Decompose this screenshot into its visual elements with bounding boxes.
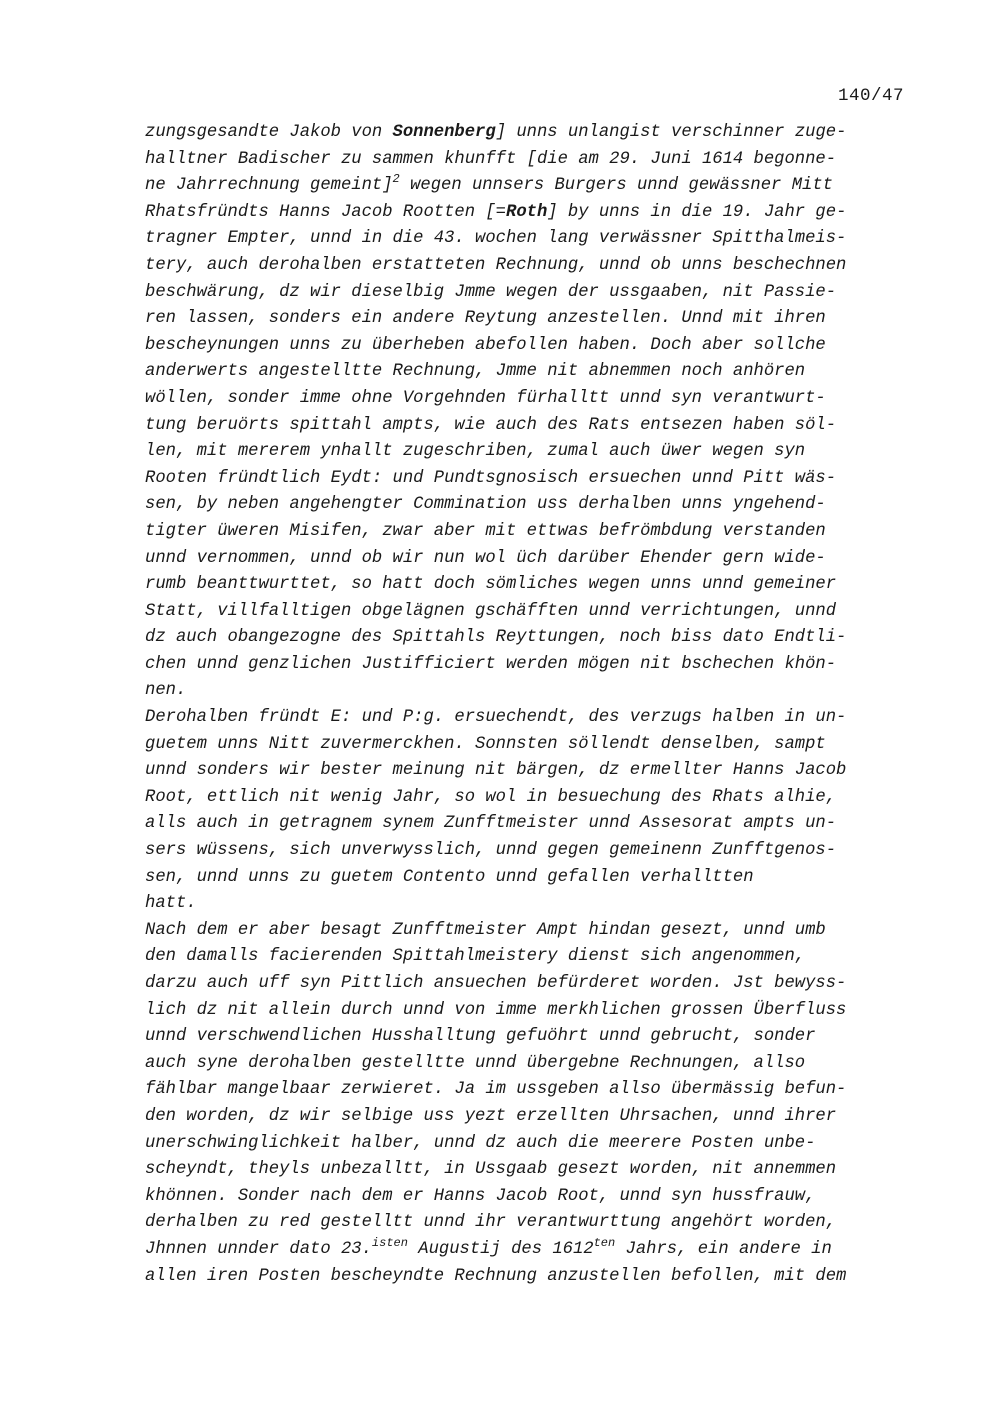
text-segment: ne Jahrrechnung gemeint] bbox=[145, 176, 393, 196]
text-line bbox=[145, 599, 905, 626]
text-line bbox=[145, 918, 905, 945]
text-line bbox=[145, 333, 905, 360]
text-segment: hatt. bbox=[145, 894, 197, 914]
text-line bbox=[145, 253, 905, 280]
text-line bbox=[145, 625, 905, 652]
text-segment: guetem unns Nitt zuvermerckhen. Sonnsten söllendt denselben, sampt bbox=[145, 734, 826, 754]
text-segment: sen, unnd unns zu guetem Contento unnd gefallen verhalltten bbox=[145, 867, 754, 887]
text-segment: len, mit mererem ynhallt zugeschriben, zumal auch üwer wegen syn bbox=[145, 442, 806, 462]
text-line bbox=[145, 147, 905, 174]
text-segment: bescheynungen unns zu überheben abefollen haben. Doch aber sollche bbox=[145, 335, 826, 355]
text-segment: Rooten fründtlich Eydt: und Pundtsgnosisch ersuechen unnd Pitt wäs- bbox=[145, 468, 837, 488]
text-line bbox=[145, 413, 905, 440]
text-line bbox=[145, 785, 905, 812]
text-line bbox=[145, 1024, 905, 1051]
text-segment: halltner Badischer zu sammen khunfft [die am 29. Juni 1614 begonne- bbox=[145, 149, 837, 169]
text-segment: unnd vernommen, unnd ob wir nun wol üch darüber Ehender gern wide- bbox=[145, 548, 826, 568]
text-line bbox=[145, 120, 905, 147]
text-line bbox=[145, 466, 905, 493]
text-segment: tung beruörts spittahl ampts, wie auch des Rats entsezen haben söl- bbox=[145, 415, 837, 435]
text-segment: unnd verschwendlichen Husshalltung gefuöhrt unnd gebrucht, sonder bbox=[145, 1027, 816, 1047]
text-segment: Root, ettlich nit wenig Jahr, so wol in besuechung des Rhats alhie, bbox=[145, 787, 837, 807]
text-segment: dz auch obangezogne des Spittahls Reyttungen, noch biss dato Endtli- bbox=[145, 628, 847, 648]
text-line bbox=[145, 838, 905, 865]
text-line bbox=[145, 758, 905, 785]
superscript: 2 bbox=[392, 172, 400, 187]
text-line bbox=[145, 1210, 905, 1237]
text-line bbox=[145, 492, 905, 519]
text-line bbox=[145, 359, 905, 386]
text-line bbox=[145, 678, 905, 705]
text-line bbox=[145, 891, 905, 918]
text-segment: auch syne derohalben gestelltte unnd übergebne Rechnungen, allso bbox=[145, 1053, 806, 1073]
text-line bbox=[145, 200, 905, 227]
text-segment: unerschwinglichkeit halber, unnd dz auch die meerere Posten unbe- bbox=[145, 1133, 816, 1153]
text-line bbox=[145, 1184, 905, 1211]
text-line bbox=[145, 1051, 905, 1078]
text-line bbox=[145, 1104, 905, 1131]
text-segment: unnd sonders wir bester meinung nit bärgen, dz ermellter Hanns Jacob bbox=[145, 761, 847, 781]
text-segment: wöllen, sonder imme ohne Vorgehnden fürhalltt unnd syn verantwurt- bbox=[145, 388, 826, 408]
text-line bbox=[145, 280, 905, 307]
text-line bbox=[145, 439, 905, 466]
text-segment: derhalben zu red gestelltt unnd ihr verantwurttung angehört worden, bbox=[145, 1213, 837, 1233]
text-segment: allen iren Posten bescheyndte Rechnung anzustellen befollen, mit dem bbox=[145, 1266, 847, 1286]
text-line bbox=[145, 998, 905, 1025]
text-segment: Jahrs, ein andere in bbox=[615, 1239, 832, 1259]
text-line bbox=[145, 811, 905, 838]
text-segment: rumb beanttwurttet, so hatt doch sömliches wegen unns unnd gemeiner bbox=[145, 575, 837, 595]
text-line bbox=[145, 1157, 905, 1184]
text-segment: Augustij des 1612 bbox=[407, 1239, 594, 1259]
text-segment: Statt, villfalltigen obgelägnen gschäfften unnd verrichtungen, unnd bbox=[145, 601, 837, 621]
text-segment: chen unnd genzlichen Justifficiert werden mögen nit bschechen khön- bbox=[145, 654, 837, 674]
text-segment: sers wüssens, sich unverwysslich, unnd gegen gemeinenn Zunfftgenos- bbox=[145, 841, 837, 861]
text-line bbox=[145, 732, 905, 759]
text-segment: ] unns unlangist verschinner zuge- bbox=[495, 123, 847, 142]
text-line bbox=[145, 1237, 905, 1264]
text-line bbox=[145, 865, 905, 892]
text-segment: den damalls facierenden Spittahlmeistery dienst sich angenommen, bbox=[145, 947, 806, 967]
text-line bbox=[145, 652, 905, 679]
superscript: isten bbox=[371, 1235, 408, 1250]
text-segment: khönnen. Sonder nach dem er Hanns Jacob Root, unnd syn hussfrauw, bbox=[145, 1186, 816, 1206]
text-line bbox=[145, 386, 905, 413]
text-line bbox=[145, 1264, 905, 1291]
text-segment: anderwerts angestelltte Rechnung, Jmme nit abnemmen noch anhören bbox=[145, 362, 806, 382]
text-segment: tragner Empter, unnd in die 43. wochen lang verwässner Spitthalmeis- bbox=[145, 229, 847, 249]
text-line bbox=[145, 705, 905, 732]
text-segment: ren lassen, sonders ein andere Reytung anzestellen. Unnd mit ihren bbox=[145, 309, 826, 329]
text-line bbox=[145, 971, 905, 998]
text-segment: den worden, dz wir selbige uss yezt erzellten Uhrsachen, unnd ihrer bbox=[145, 1106, 837, 1126]
text-line bbox=[145, 306, 905, 333]
text-line bbox=[145, 173, 905, 200]
text-segment: beschwärung, dz wir dieselbig Jmme wegen der ussgaaben, nit Passie- bbox=[145, 282, 837, 302]
text-segment: Nach dem er aber besagt Zunfftmeister Ampt hindan gesezt, unnd umb bbox=[145, 920, 826, 940]
text-segment: darzu auch uff syn Pittlich ansuechen befürderet worden. Jst bewyss- bbox=[145, 974, 847, 993]
superscript: ten bbox=[593, 1235, 616, 1250]
text-segment: lich dz nit allein durch unnd von imme merkhlichen grossen Überfluss bbox=[145, 1000, 847, 1020]
text-segment: scheyndt, theyls unbezalltt, in Ussgaab gesezt worden, nit annemmen bbox=[145, 1160, 837, 1180]
text-line bbox=[145, 1131, 905, 1158]
text-segment: tigter üweren Misifen, zwar aber mit ettwas befrömbdung verstanden bbox=[145, 521, 826, 541]
text-segment: tery, auch derohalben erstatteten Rechnung, unnd ob unns beschechnen bbox=[145, 255, 847, 275]
text-segment: Jhnnen unnder dato 23. bbox=[145, 1239, 372, 1259]
text-segment: ] by unns in die 19. Jahr ge- bbox=[547, 202, 847, 222]
text-segment: alls auch in getragnem synem Zunfftmeister unnd Assesorat ampts un- bbox=[145, 814, 837, 834]
text-segment: Derohalben fründt E: und P:g. ersuechendt, des verzugs halben in un- bbox=[145, 708, 847, 728]
text-line bbox=[145, 519, 905, 546]
text-line bbox=[145, 1077, 905, 1104]
document-body bbox=[145, 120, 905, 1290]
text-line bbox=[145, 944, 905, 971]
text-segment: Rhatsfründts Hanns Jacob Rootten [= bbox=[145, 202, 506, 222]
bold-name: Roth bbox=[506, 202, 548, 222]
text-segment: sen, by neben angehengter Commination uss derhalben unns yngehend- bbox=[145, 495, 826, 515]
text-line bbox=[145, 572, 905, 599]
page-number: 140/47 bbox=[837, 86, 904, 106]
text-segment: nen. bbox=[145, 681, 187, 701]
text-segment: zungsgesandte Jakob von bbox=[145, 123, 393, 142]
text-segment: wegen unnsers Burgers unnd gewässner Mitt bbox=[399, 176, 833, 196]
text-line bbox=[145, 546, 905, 573]
text-line bbox=[145, 226, 905, 253]
text-segment: fählbar mangelbaar zerwieret. Ja im ussgeben allso übermässig befun- bbox=[145, 1080, 847, 1100]
bold-name: Sonnenberg bbox=[392, 123, 496, 142]
